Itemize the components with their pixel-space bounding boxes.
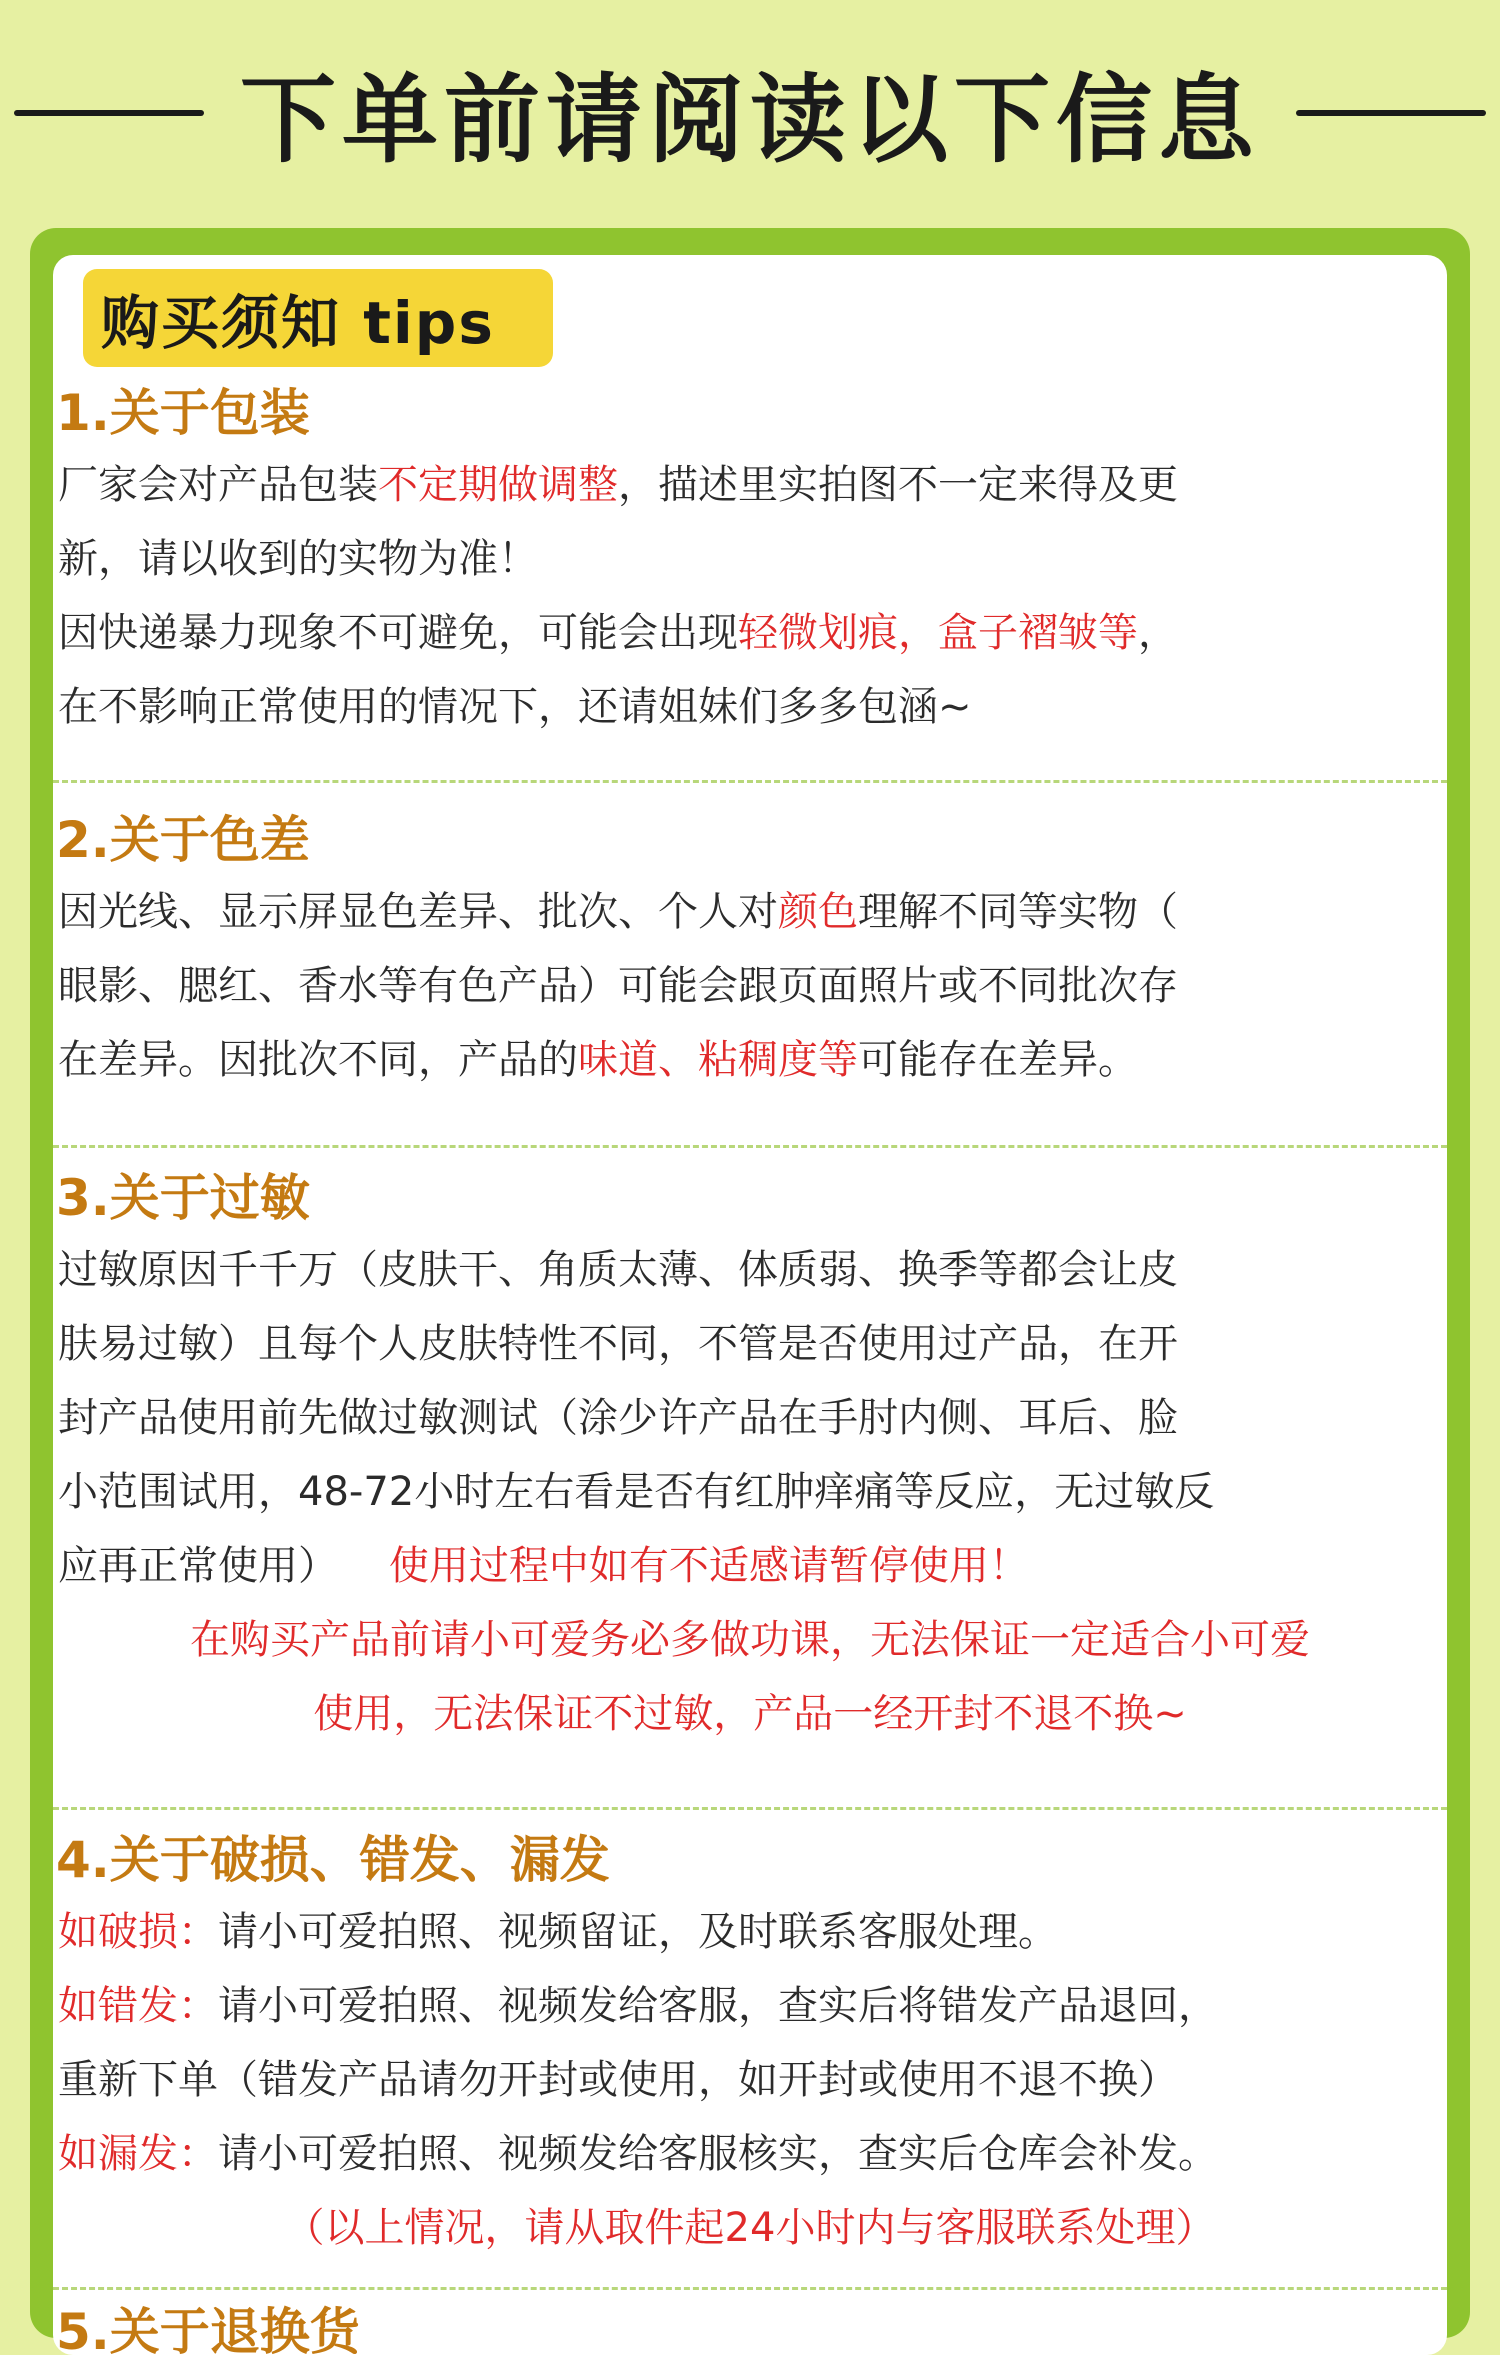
section-title: 4.关于破损、错发、漏发 [56, 1831, 610, 1889]
text-line: 封产品使用前先做过敏测试（涂少许产品在手肘内侧、耳后、脸 [58, 1395, 1178, 1441]
text-line: 小范围试用，48-72小时左右看是否有红肿痒痛等反应，无过敏反 [58, 1469, 1215, 1515]
header-rule-right [1296, 110, 1486, 116]
text-line: 应再正常使用） 使用过程中如有不适感请暂停使用！ [58, 1543, 1029, 1589]
header-rule-left [14, 110, 204, 116]
section-divider [53, 1807, 1447, 1810]
warning-line: 使用，无法保证不过敏，产品一经开封不退不换~ [313, 1691, 1187, 1737]
text-line: 重新下单（错发产品请勿开封或使用，如开封或使用不退不换） [58, 2057, 1178, 2103]
section-title: 3.关于过敏 [56, 1169, 310, 1227]
section-divider [53, 2287, 1447, 2290]
warning-line: （以上情况，请从取件起24小时内与客服联系处理） [284, 2205, 1216, 2251]
text-line: 因快递暴力现象不可避免，可能会出现轻微划痕，盒子褶皱等， [58, 610, 1178, 656]
warning-line: 在购买产品前请小可爱务必多做功课，无法保证一定适合小可爱 [190, 1617, 1310, 1663]
text-line: 厂家会对产品包装不定期做调整，描述里实拍图不一定来得及更 [58, 462, 1178, 508]
text-line: 在差异。因批次不同，产品的味道、粘稠度等可能存在差异。 [58, 1037, 1138, 1083]
section-color-difference [53, 805, 1447, 1097]
section-divider [53, 780, 1447, 783]
text-line: 过敏原因千千万（皮肤干、角质太薄、体质弱、换季等都会让皮 [58, 1247, 1178, 1293]
section-damage [53, 1825, 1447, 2265]
section-divider [53, 1145, 1447, 1148]
section-title: 5.关于退换货 [56, 2303, 360, 2355]
notice-card [53, 255, 1447, 2355]
text-line: 在不影响正常使用的情况下，还请姐妹们多多包涵~ [58, 684, 972, 730]
section-packaging [53, 378, 1447, 744]
text-line: 肤易过敏）且每个人皮肤特性不同，不管是否使用过产品，在开 [58, 1321, 1178, 1367]
text-line: 因光线、显示屏显色差异、批次、个人对颜色理解不同等实物（ [58, 889, 1178, 935]
text-line: 眼影、腮红、香水等有色产品）可能会跟页面照片或不同批次存 [58, 963, 1178, 1009]
tips-badge: 购买须知 tips [83, 269, 553, 367]
text-line: 新，请以收到的实物为准！ [58, 536, 538, 582]
text-line: 如破损：请小可爱拍照、视频留证，及时联系客服处理。 [58, 1909, 1058, 1955]
section-title: 2.关于色差 [56, 811, 310, 869]
section-allergy [53, 1163, 1447, 1751]
text-line: 如漏发：请小可爱拍照、视频发给客服核实，查实后仓库会补发。 [58, 2131, 1218, 2177]
section-returns [53, 2297, 1447, 2355]
text-line: 如错发：请小可爱拍照、视频发给客服，查实后将错发产品退回， [58, 1983, 1218, 2029]
page-title: 下单前请阅读以下信息 [240, 64, 1260, 176]
page-header [0, 0, 1500, 225]
section-title: 1.关于包装 [56, 384, 310, 442]
